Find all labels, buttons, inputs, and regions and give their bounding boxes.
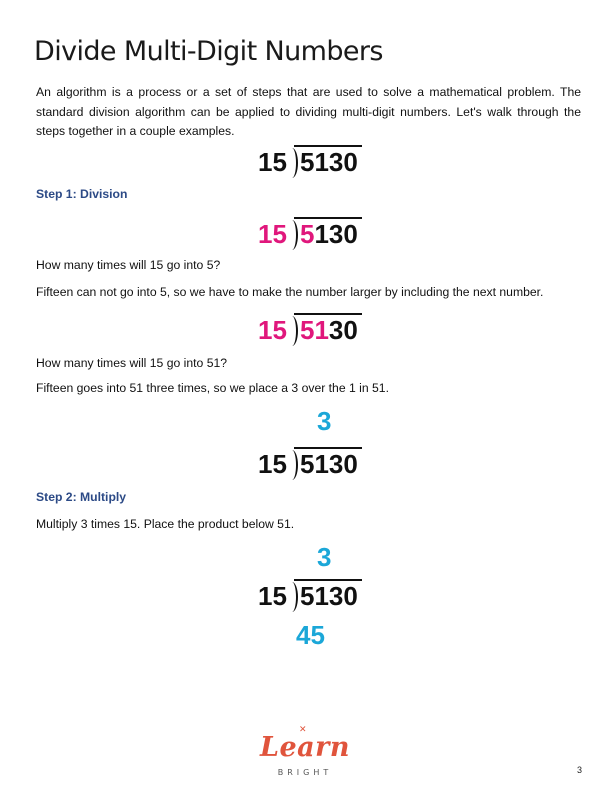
page-number: 3 <box>577 765 583 775</box>
division-bracket <box>288 148 298 178</box>
page-title: Divide Multi-Digit Numbers <box>34 36 383 67</box>
dividend: 5130 <box>300 581 358 611</box>
spark-icon: ✕ <box>299 724 307 734</box>
division-bracket <box>288 316 298 346</box>
logo-word: Learn <box>259 732 350 763</box>
divisor: 15 <box>258 315 287 345</box>
product: 45 <box>296 620 325 650</box>
step1-answer2: Fifteen goes into 51 three times, so we place a 3 over the 1 in 51. <box>36 381 389 395</box>
dividend <box>300 214 358 254</box>
divisor: 15 <box>258 449 287 479</box>
quotient: 3 <box>317 406 332 436</box>
division-bracket <box>288 220 298 250</box>
learn-bright-logo <box>255 724 355 784</box>
dividend-highlight: 51 <box>300 315 329 345</box>
quotient: 3 <box>317 542 332 572</box>
division-bracket <box>288 582 298 612</box>
dividend: 5130 <box>300 449 358 479</box>
dividend: 5130 <box>300 147 358 177</box>
divisor: 15 <box>258 147 287 177</box>
dividend-rest: 30 <box>328 315 358 345</box>
dividend-rest: 130 <box>314 219 358 249</box>
dividend-highlight: 5 <box>300 219 315 249</box>
step2-heading: Step 2: Multiply <box>36 490 127 504</box>
step1-answer1: Fifteen can not go into 5, so we have to make the number larger by including the next number. <box>36 285 544 299</box>
step2-instruction: Multiply 3 times 15. Place the product below 51. <box>36 517 295 531</box>
division-bracket <box>288 450 298 480</box>
intro-paragraph: An algorithm is a process or a set of steps that are used to solve a mathematical problem. The standard division algorithm can be applied to dividing multi-digit numbers. Let's walk through the steps together in a couple examples. <box>36 85 581 138</box>
step1-question1: How many times will 15 go into 5? <box>36 258 221 272</box>
step1-question2: How many times will 15 go into 51? <box>36 356 228 370</box>
dividend <box>300 310 358 350</box>
divisor: 15 <box>258 219 287 249</box>
step1-heading: Step 1: Division <box>36 187 128 201</box>
divisor: 15 <box>258 581 287 611</box>
logo-subtitle: BRIGHT <box>277 768 333 777</box>
